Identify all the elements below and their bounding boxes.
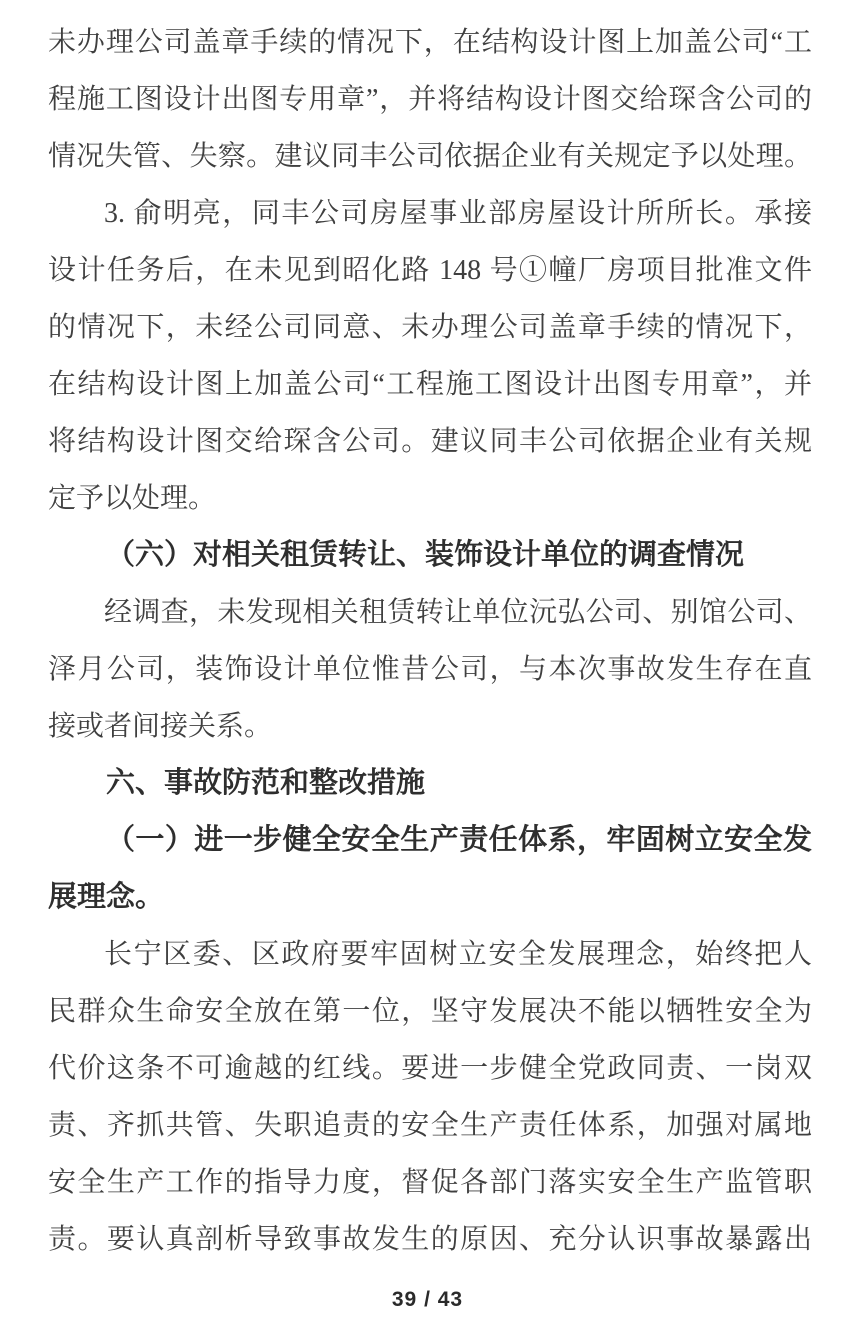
text-line: 在结构设计图上加盖公司“工程施工图设计出图专用章”，并 (48, 369, 812, 400)
page-number: 39 / 43 (391, 1288, 464, 1311)
text-line: 程施工图设计出图专用章”，并将结构设计图交给琛含公司的 (48, 84, 812, 115)
text-line: 泽月公司，装饰设计单位惟昔公司，与本次事故发生存在直 (48, 654, 812, 685)
section-heading-six: （六）对相关租赁转让、装饰设计单位的调查情况 (106, 539, 745, 571)
text-line: 经调查，未发现相关租赁转让单位沅弘公司、别馆公司、 (104, 597, 812, 628)
text-line: 未办理公司盖章手续的情况下，在结构设计图上加盖公司“工 (48, 27, 812, 58)
document-content (48, 14, 812, 1268)
text-line: 接或者间接关系。 (48, 711, 273, 742)
text-line: 定予以处理。 (48, 483, 217, 514)
chapter-heading-six: 六、事故防范和整改措施 (106, 767, 426, 799)
text-line: 代价这条不可逾越的红线。要进一步健全党政同责、一岗双 (48, 1053, 812, 1084)
text-line: 安全生产工作的指导力度，督促各部门落实安全生产监管职 (48, 1167, 812, 1198)
text-line: 民群众生命安全放在第一位，坚守发展决不能以牺牲安全为 (48, 996, 812, 1027)
text-line: 3. 俞明亮，同丰公司房屋事业部房屋设计所所长。承接 (104, 198, 812, 229)
text-line: 长宁区委、区政府要牢固树立安全发展理念，始终把人 (104, 939, 812, 970)
subsection-heading-cont: 展理念。 (48, 881, 165, 913)
text-line: 将结构设计图交给琛含公司。建议同丰公司依据企业有关规 (48, 426, 812, 457)
text-line: 责、齐抓共管、失职追责的安全生产责任体系，加强对属地 (48, 1110, 812, 1141)
text-line: 情况失管、失察。建议同丰公司依据企业有关规定予以处理。 (48, 141, 812, 172)
text-line: 设计任务后，在未见到昭化路 148 号①幢厂房项目批准文件 (48, 255, 812, 286)
subsection-heading-one: （一）进一步健全安全生产责任体系，牢固树立安全发 (106, 824, 812, 856)
text-line: 责。要认真剖析导致事故发生的原因、充分认识事故暴露出 (48, 1224, 812, 1255)
text-line: 的情况下，未经公司同意、未办理公司盖章手续的情况下， (48, 312, 812, 343)
